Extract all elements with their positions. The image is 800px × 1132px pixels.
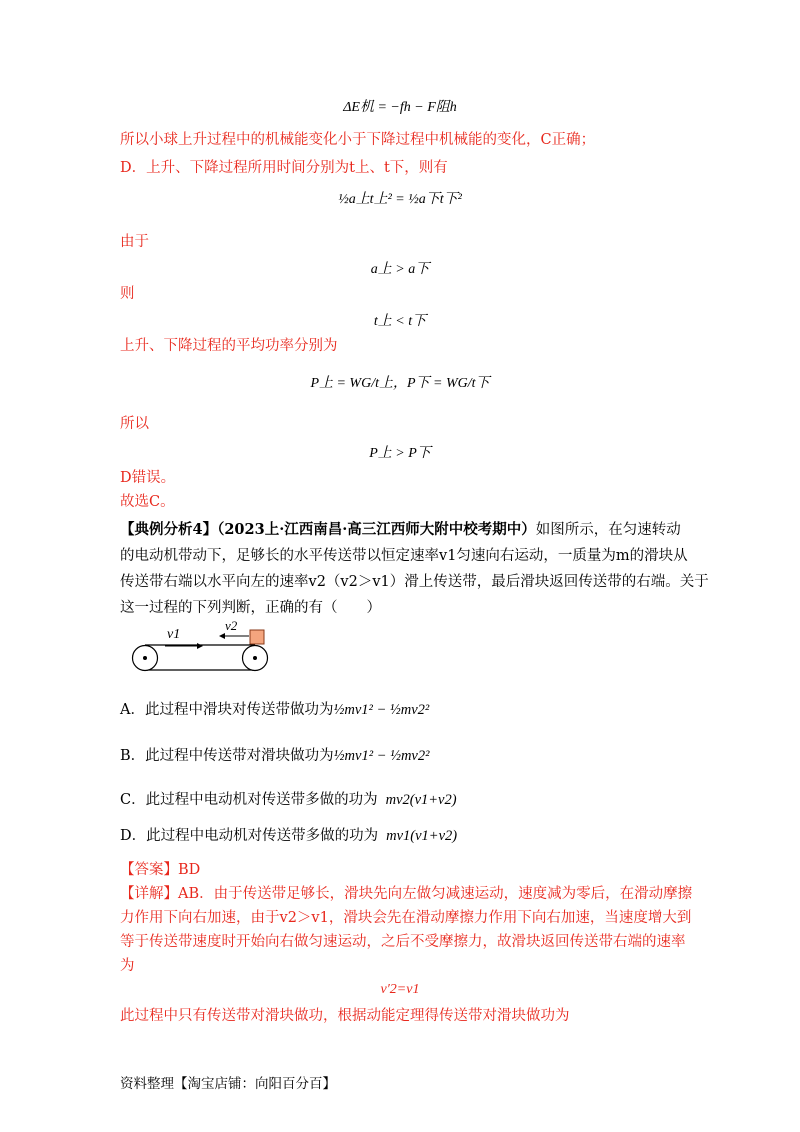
- text-suo-yi: 所以: [120, 416, 149, 432]
- example-line-4: 这一过程的下列判断，正确的有（ ）: [120, 600, 381, 616]
- arrow-v1-head: [197, 643, 203, 649]
- slider-block: [250, 630, 264, 644]
- text-c-conclusion: 所以小球上升过程中的机械能变化小于下降过程中机械能的变化，C正确；: [120, 132, 596, 148]
- answer: 【答案】BD: [120, 862, 201, 878]
- example-line-1: [120, 520, 681, 540]
- right-pulley-axle: [253, 656, 257, 660]
- option-c: [120, 790, 457, 810]
- text-d-wrong: D错误。: [120, 470, 176, 486]
- eq-v2prime-text: v′2=v1: [380, 982, 420, 997]
- option-a-formula: ½mv1² − ½mv2²: [333, 702, 430, 718]
- example-line-1-tail: 如图所示，在匀速转动: [535, 522, 681, 538]
- left-pulley-axle: [143, 656, 147, 660]
- text-d-intro: D．上升、下降过程所用时间分别为t上、t下，则有: [120, 160, 448, 176]
- equation-accel: [0, 258, 800, 278]
- text-power-intro: 上升、下降过程的平均功率分别为: [120, 338, 338, 354]
- option-d-formula: mv1(v1+v2): [386, 828, 458, 844]
- eq-t-text: t上 < t下: [373, 314, 427, 329]
- example-title: 【典例分析4】（2023上·江西南昌·高三江西师大附中校考期中）: [120, 521, 536, 538]
- equation-power: [0, 372, 800, 392]
- equation-v2prime: [0, 982, 800, 998]
- text-you-yu: 由于: [120, 234, 149, 250]
- equation-time: [0, 188, 800, 208]
- label-v1: v1: [167, 627, 181, 642]
- label-v2: v2: [225, 618, 238, 633]
- option-b: [120, 746, 429, 766]
- detail-line-5: 此过程中只有传送带对滑块做功，根据动能定理得传送带对滑块做功为: [120, 1008, 570, 1024]
- example-line-3: 传送带右端以水平向左的速率v2（v2＞v1）滑上传送带，最后滑块返回传送带的右端。关于: [120, 574, 709, 590]
- text-ze: 则: [120, 286, 135, 302]
- option-a: [120, 700, 429, 720]
- text-choose-c: 故选C。: [120, 494, 175, 510]
- footer-credit: 资料整理【淘宝店铺：向阳百分百】: [120, 1076, 336, 1092]
- conveyor-diagram: [125, 618, 275, 676]
- equation-power-compare: [0, 442, 800, 462]
- equation-delta-e: [0, 96, 800, 116]
- eq-power-compare-text: P上 > P下: [369, 446, 431, 461]
- eq-time-text: ½a上t上² = ½a下t下²: [338, 192, 462, 207]
- option-d: [120, 826, 457, 846]
- example-line-2: 的电动机带动下，足够长的水平传送带以恒定速率v1匀速向右运动，一质量为m的滑块从: [120, 548, 688, 564]
- detail-line-2: 力作用下向右加速，由于v2＞v1，滑块会先在滑动摩擦力作用下向右加速，当速度增大到: [120, 910, 692, 926]
- eq-power-text: P上 = WG/t上，P下 = WG/t下: [310, 376, 490, 391]
- option-c-formula: mv2(v1+v2): [385, 792, 457, 808]
- eq-delta-e-text: ΔE机 = −fh − F阻h: [343, 100, 457, 115]
- option-b-formula: ½mv1² − ½mv2²: [333, 748, 430, 764]
- arrow-v2-head: [219, 633, 225, 639]
- option-c-label: C．此过程中电动机对传送带多做的功为: [120, 792, 378, 808]
- detail-line-3: 等于传送带速度时开始向右做匀速运动，之后不受摩擦力，故滑块返回传送带右端的速率: [120, 934, 686, 950]
- detail-line-1: 【详解】AB．由于传送带足够长，滑块先向左做匀减速运动，速度减为零后，在滑动摩擦: [120, 886, 693, 902]
- detail-line-4: 为: [120, 958, 135, 974]
- option-b-label: B．此过程中传送带对滑块做功为: [120, 748, 334, 764]
- equation-t: [0, 310, 800, 330]
- eq-accel-text: a上 > a下: [370, 262, 430, 277]
- option-a-label: A．此过程中滑块对传送带做功为: [120, 702, 334, 718]
- option-d-label: D．此过程中电动机对传送带多做的功为: [120, 828, 379, 844]
